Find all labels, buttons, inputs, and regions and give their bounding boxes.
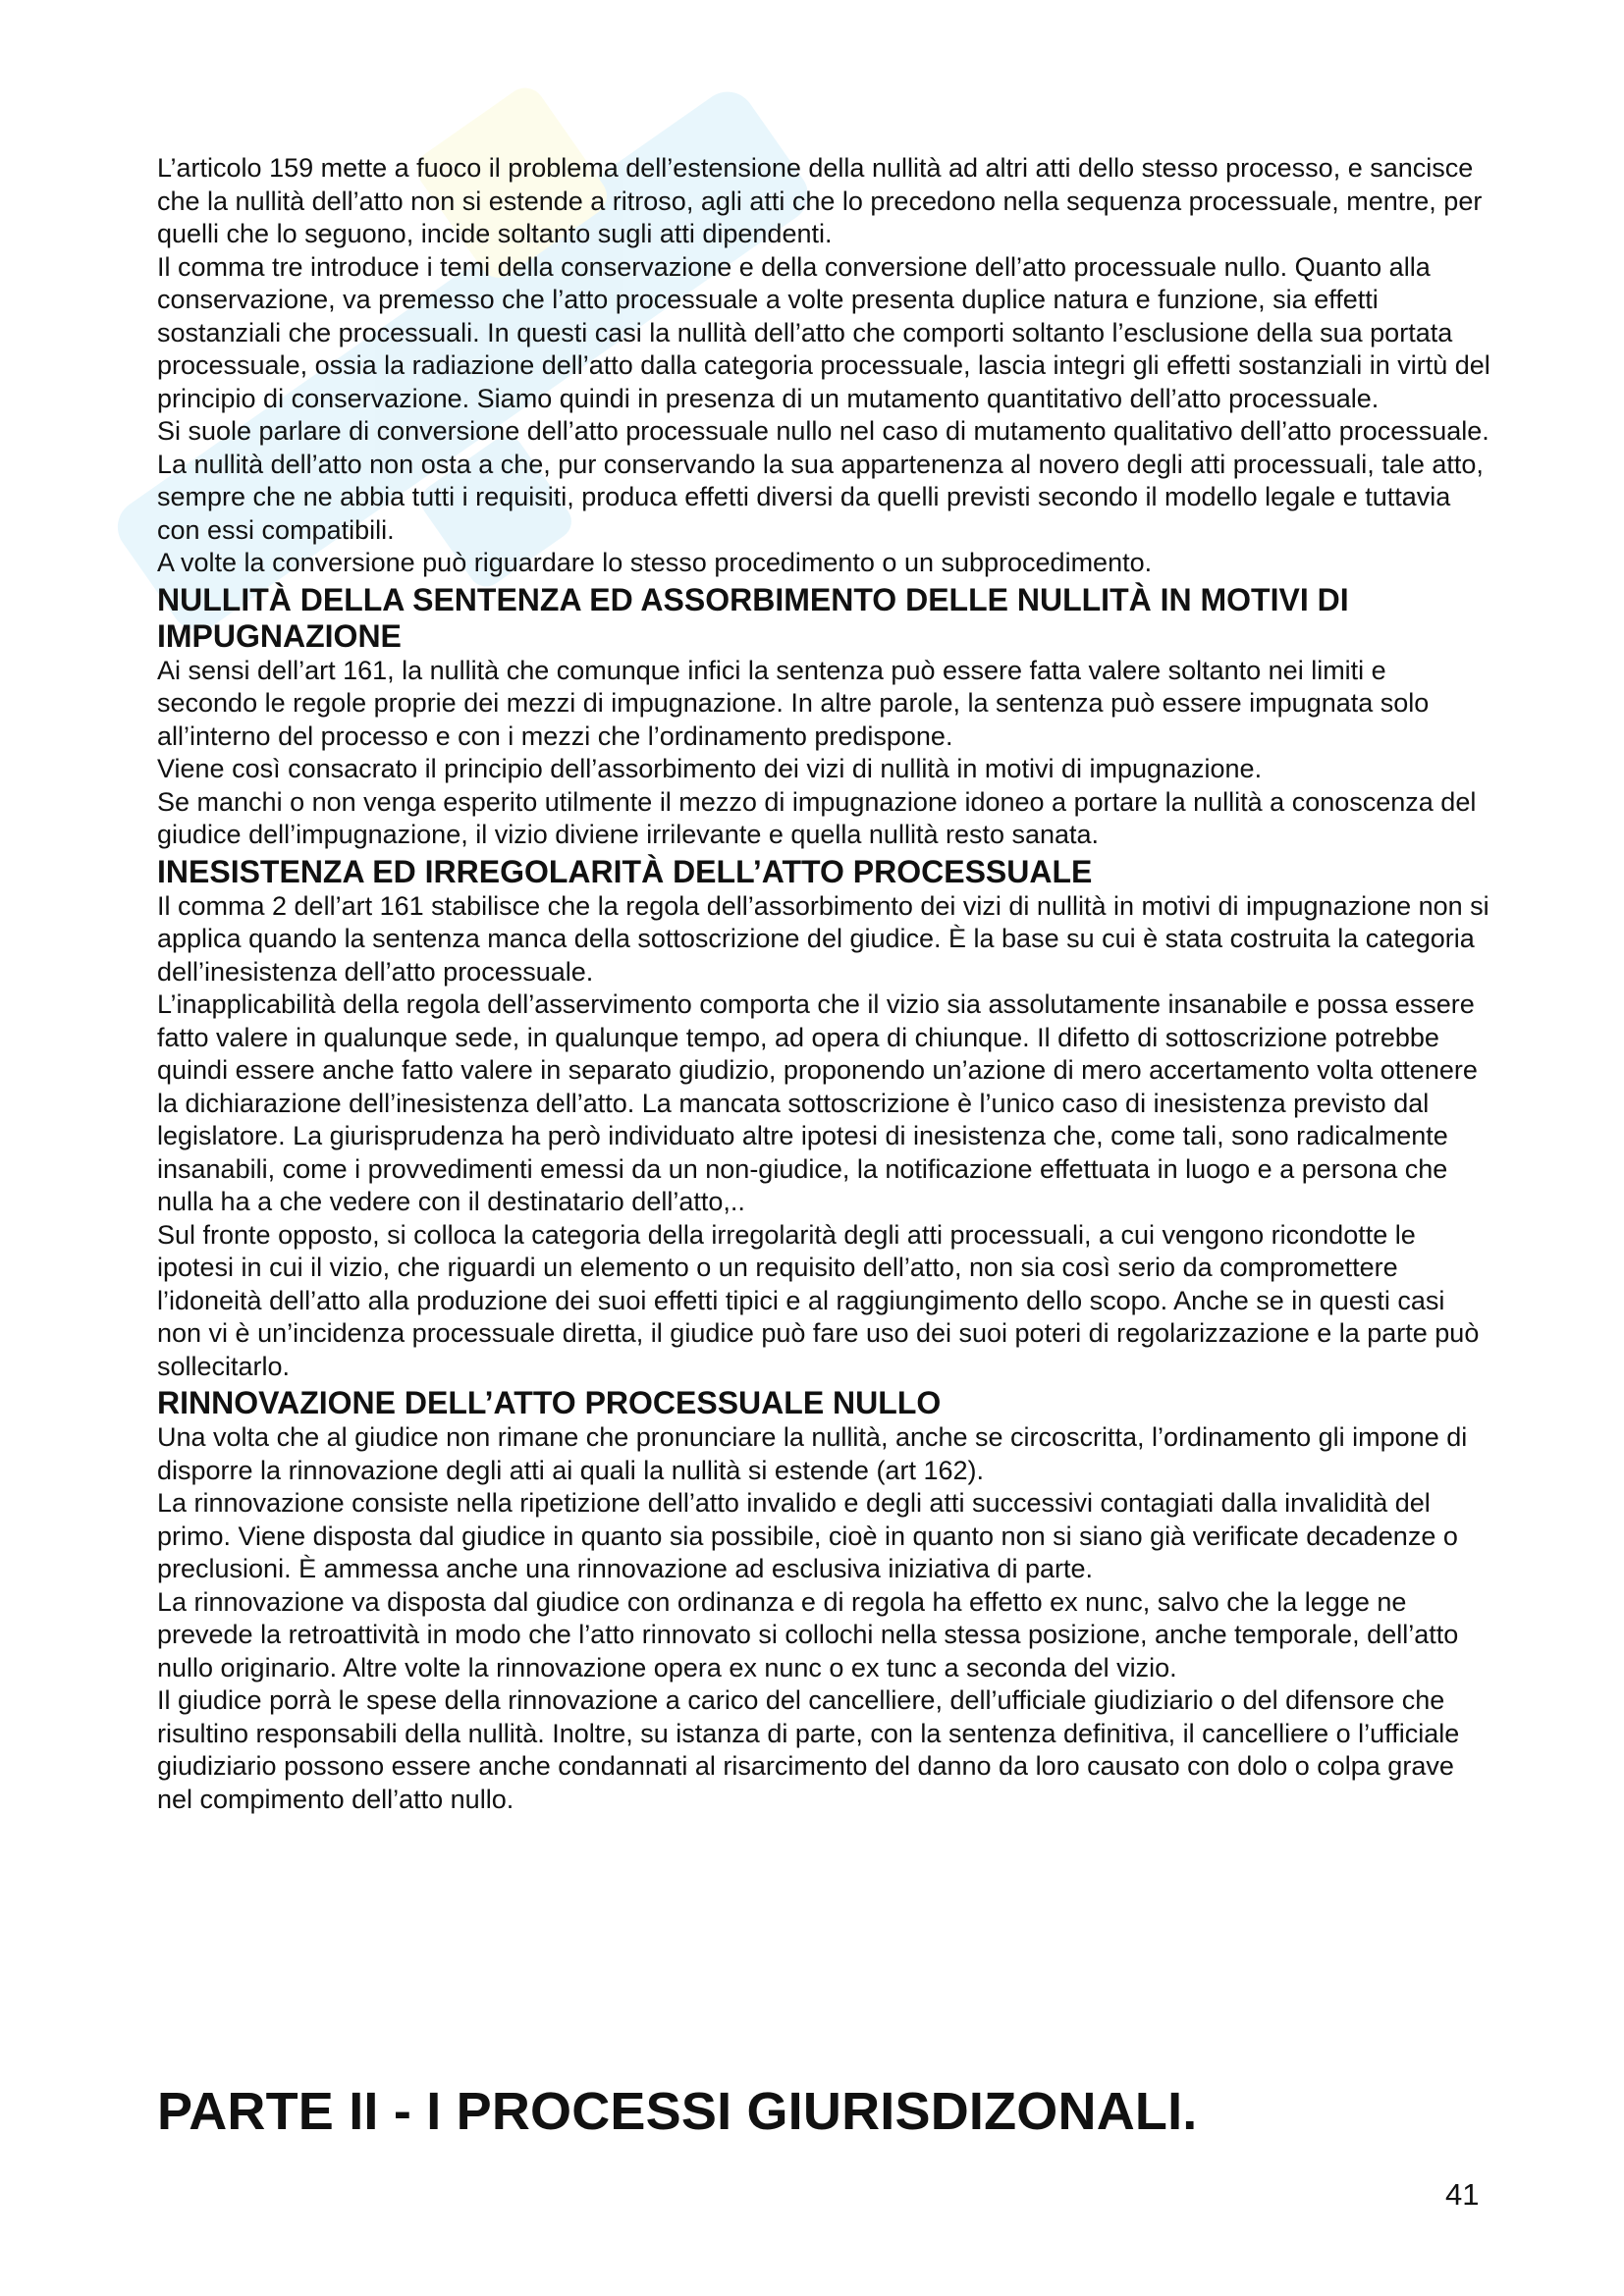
paragraph: Viene così consacrato il principio dell’assorbimento dei vizi di nullità in motivi di impugnazione. — [157, 754, 1263, 783]
section-heading-inesistenza: INESISTENZA ED IRREGOLARITÀ DELL’ATTO PROCESSUALE — [157, 853, 1093, 889]
paragraph: Il comma 2 dell’art 161 stabilisce che la regola dell’assorbimento dei vizi di nullità in motivi di impugnazione non si applica quando la sentenza manca della sottoscrizione del giudice. È la base su cui è stata costruita la categoria dell’inesistenza dell’atto processuale. — [157, 890, 1489, 987]
page-number: 41 — [1445, 2177, 1480, 2212]
paragraph: L’articolo 159 mette a fuoco il problema dell’estensione della nullità ad altri atti dello stesso processo, e sancisce che la nullità dell’atto non si estende a ritroso, agli atti che lo precedono nella sequenza processuale, mentre, per quelli che lo seguono, incide soltanto sugli atti dipendenti. — [157, 153, 1483, 248]
paragraph: Il comma tre introduce i temi della conservazione e della conversione dell’atto processuale nullo. Quanto alla conservazione, va premesso che l’atto processuale a volte presenta duplice natura e funzione, sia effetti sostanziali che processuali. In questi casi la nullità dell’atto che comporti soltanto l’esclusione della sua portata processuale, ossia la radiazione dell’atto dalla categoria processuale, lascia integri gli effetti sostanziali in virtù del principio di conservazione. Siamo quindi in presenza di un mutamento quantitativo dell’atto processuale. — [157, 251, 1490, 413]
section-body-nullita-sentenza — [157, 655, 1492, 852]
paragraph: La rinnovazione consiste nella ripetizione dell’atto invalido e degli atti successivi contagiati dalla invalidità del primo. Viene disposta dal giudice in quanto sia possibile, cioè in quanto non si siano già verificate decadenze o preclusioni. È ammessa anche una rinnovazione ad esclusiva iniziativa di parte. — [157, 1488, 1458, 1583]
paragraph: Una volta che al giudice non rimane che pronunciare la nullità, anche se circoscritta, l’ordinamento gli impone di disporre la rinnovazione degli atti ai quali la nullità si estende (art 162). — [157, 1422, 1468, 1485]
section-body-inesistenza — [157, 890, 1492, 1384]
paragraph: Il giudice porrà le spese della rinnovazione a carico del cancelliere, dell’ufficiale giudiziario o del difensore che risultino responsabili della nullità. Inoltre, su istanza di parte, con la sentenza definitiva, il cancelliere o l’ufficiale giudiziario possono essere anche condannati al risarcimento del danno da loro causato con dolo o colpa grave nel compimento dell’atto nullo. — [157, 1685, 1460, 1814]
page-content — [157, 152, 1492, 1816]
paragraph: A volte la conversione può riguardare lo stesso procedimento o un subprocedimento. — [157, 548, 1153, 577]
paragraph: Ai sensi dell’art 161, la nullità che comunque infici la sentenza può essere fatta valere soltanto nei limiti e secondo le regole proprie dei mezzi di impugnazione. In altre parole, la sentenza può essere impugnata solo all’interno del processo e con i mezzi che l’ordinamento predispone. — [157, 655, 1430, 751]
paragraph: Se manchi o non venga esperito utilmente il mezzo di impugnazione idoneo a portare la nullità a conoscenza del giudice dell’impugnazione, il vizio diviene irrilevante e quella nullità resto sanata. — [157, 786, 1477, 849]
section-heading-rinnovazione: RINNOVAZIONE DELL’ATTO PROCESSUALE NULLO — [157, 1385, 942, 1420]
paragraph: Sul fronte opposto, si colloca la categoria della irregolarità degli atti processuali, a cui vengono ricondotte le ipotesi in cui il vizio, che riguardi un elemento o un requisito dell’atto, non sia così serio da compromettere l’idoneità dell’atto alla produzione dei suoi effetti tipici e al raggiungimento dello scopo. Anche se in questi casi non vi è un’incidenza processuale diretta, il giudice può fare uso dei suoi poteri di regolarizzazione e la parte può sollecitarlo. — [157, 1219, 1480, 1381]
section-body-rinnovazione — [157, 1421, 1492, 1816]
paragraph: L’inapplicabilità della regola dell’asservimento comporta che il vizio sia assolutamente insanabile e possa essere fatto valere in qualunque sede, in qualunque tempo, ad opera di chiunque. Il difetto di sottoscrizione potrebbe quindi essere anche fatto valere in separato giudizio, proponendo un’azione di mero accertamento volta ottenere la dichiarazione dell’inesistenza dell’atto. La mancata sottoscrizione è l’unico caso di inesistenza previsto dal legislatore. La giurisprudenza ha però individuato altre ipotesi di inesistenza che, come tali, sono radicalmente insanabili, come i provvedimenti emessi da un non-giudice, la notificazione effettuata in luogo e a persona che nulla ha a che vedere con il destinatario dell’atto,.. — [157, 989, 1478, 1216]
paragraph: Si suole parlare di conversione dell’atto processuale nullo nel caso di mutamento qualitativo dell’atto processuale. La nullità dell’atto non osta a che, pur conservando la sua appartenenza al novero degli atti processuali, tale atto, sempre che ne abbia tutti i requisiti, produca effetti diversi da quelli previsti secondo il modello legale e tuttavia con essi compatibili. — [157, 416, 1489, 545]
section-heading-nullita-sentenza: NULLITÀ DELLA SENTENZA ED ASSORBIMENTO DELLE NULLITÀ IN MOTIVI DI IMPUGNAZIONE — [157, 581, 1349, 654]
part-title: PARTE II - I PROCESSI GIURISDIZONALI. — [157, 2082, 1198, 2141]
paragraph: La rinnovazione va disposta dal giudice con ordinanza e di regola ha effetto ex nunc, salvo che la legge ne prevede la retroattività in modo che l’atto rinnovato si collochi nella stessa posizione, anche temporale, dell’atto nullo originario. Altre volte la rinnovazione opera ex nunc o ex tunc a seconda del vizio. — [157, 1586, 1459, 1682]
intro-block — [157, 152, 1492, 580]
